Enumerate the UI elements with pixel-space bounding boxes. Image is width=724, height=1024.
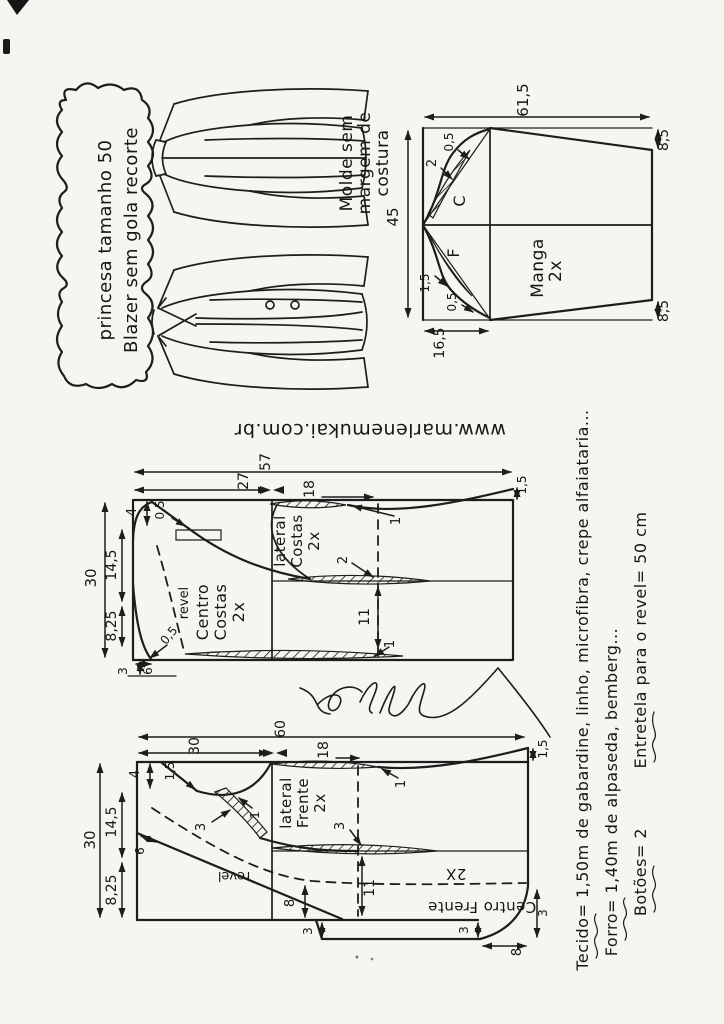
dim-front-height: 30 — [81, 830, 99, 850]
dim-front-corner: 1,5 — [536, 739, 550, 759]
dim-front-lapel-width: 6 — [133, 847, 147, 855]
dim-front-upper: 14,5 — [104, 806, 120, 838]
back-center-piece-line3: 2x — [229, 601, 248, 623]
front-center-piece-qty: 2X — [445, 865, 467, 883]
pattern-title-line2: princesa tamanho 50 — [95, 139, 116, 341]
dim-back-neck-drop: 4 — [125, 507, 140, 517]
dim-back-dart-mid: 2 — [336, 555, 351, 565]
dim-back-dart-top: 1 — [389, 516, 404, 526]
dim-front-waist-to-hem: 8 — [283, 898, 298, 908]
dim-sleeve-wrist-bottom: 8,5 — [656, 299, 672, 323]
dim-front-dart-mid: 3 — [333, 821, 348, 831]
dim-front-neck-drop: 4 — [128, 769, 143, 779]
back-side-piece-line3: 2x — [305, 531, 323, 551]
front-side-piece-line1: lateral — [277, 777, 295, 829]
dim-sleeve-wrist-top: 8,5 — [656, 128, 672, 152]
sleeve-front-half-label: F — [444, 248, 463, 258]
dim-front-dart-top: 1 — [394, 779, 409, 789]
dim-back-hem-w: 6 — [141, 667, 155, 675]
dim-back-lower: 8,25 — [104, 610, 120, 642]
note-line3: costura — [373, 129, 393, 197]
dim-front-center-width: 30 — [187, 737, 203, 755]
materials-fabric: Tecido= 1,50m de gabardine, linho, microfibra, crepe alfaiataria... — [573, 409, 592, 971]
front-center-piece-name: Centro Frente — [427, 898, 537, 916]
materials-interfacing: Entretela para o revel= 50 cm — [631, 511, 650, 769]
dim-sleeve-back-ease1: 2 — [425, 158, 440, 168]
back-side-piece-line1: lateral — [271, 515, 289, 567]
dim-sleeve-front-ease1: 1,5 — [418, 273, 432, 293]
back-fold-label: revel — [177, 586, 192, 620]
note-line1: Molde sem — [337, 114, 357, 212]
dim-sleeve-front-ease2: 0,5 — [445, 292, 459, 312]
front-side-piece-line3: 2x — [311, 793, 329, 813]
dim-back-dart-bottom: 1 — [383, 639, 398, 649]
dim-back-side-width: 18 — [302, 480, 318, 498]
back-center-piece-line2: Costas — [211, 583, 230, 641]
dim-back-hem-in: 0,5 — [157, 623, 181, 648]
materials-lining: Forro= 1,40m de alpaseda, bemberg... — [602, 627, 621, 957]
sleeve-piece-name: Manga — [528, 238, 548, 298]
dim-sleeve-length: 61,5 — [514, 83, 532, 117]
dim-front-total-width: 60 — [273, 720, 289, 738]
dim-front-neck-dart: 3 — [194, 822, 209, 832]
sleeve-piece-qty: 2x — [546, 260, 566, 282]
back-center-piece-line1: Centro — [193, 583, 212, 641]
dim-sleeve-cap-height: 16,5 — [432, 327, 448, 359]
dim-front-dart-gap: 11 — [362, 879, 378, 897]
dim-front-step-left: 3 — [301, 927, 315, 935]
dim-front-step-right: 3 — [457, 926, 471, 934]
pattern-title-line1: Blazer sem gola recorte — [121, 127, 142, 353]
front-side-piece-line2: Frente — [294, 777, 312, 829]
dim-front-side-width: 18 — [316, 741, 332, 759]
dim-back-neck-in: 0,5 — [153, 500, 167, 520]
dim-back-total-width: 57 — [258, 453, 274, 471]
dim-back-dart-gap: 11 — [357, 608, 373, 626]
dim-front-lower: 8,25 — [104, 874, 120, 906]
dim-back-corner: 1,5 — [515, 475, 529, 495]
front-fold-label: revel — [217, 868, 251, 883]
dim-sleeve-width: 45 — [384, 207, 402, 227]
dim-front-neck-dart-tip: 1 — [248, 811, 262, 819]
dim-front-shoulder-ease: 1,5 — [163, 761, 177, 781]
dim-front-corner-run: 8 — [510, 947, 525, 957]
note-line2: margem de — [355, 111, 375, 215]
dim-back-upper: 14,5 — [104, 549, 120, 581]
dim-back-height: 30 — [82, 568, 100, 588]
dim-back-hem-h: 3 — [116, 667, 130, 675]
dim-sleeve-back-ease2: 0,5 — [442, 132, 456, 152]
website-url: www.marlenemukai.com.br — [234, 419, 506, 441]
dim-back-center-width: 27 — [236, 472, 252, 490]
back-side-piece-line2: Costas — [288, 514, 306, 568]
dim-front-corner-rise: 3 — [536, 909, 550, 917]
sleeve-back-half-label: C — [450, 195, 469, 207]
materials-buttons: Botões= 2 — [631, 827, 650, 917]
